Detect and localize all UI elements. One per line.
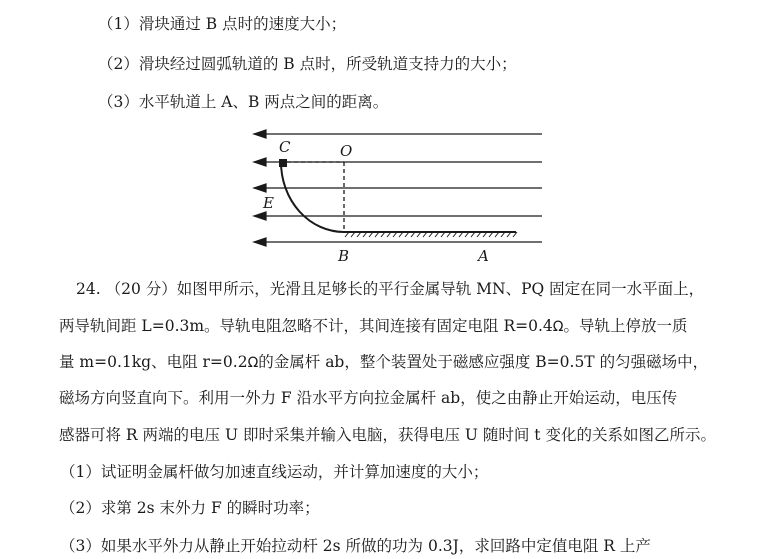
arrowhead-icon xyxy=(254,184,266,192)
problem-24-line-3-text-a: 量 m=0.1kg、电阻 r=0.2 xyxy=(59,353,248,371)
electric-field-lines xyxy=(254,130,542,246)
problem-24-line-5: 感器可将 R 两端的电压 U 即时采集并输入电脑，获得电压 U 随时间 t 变化的关系如图乙所示。 xyxy=(59,426,716,444)
problem-24-line-2-text-b: 。导轨上停放一质 xyxy=(563,317,688,335)
problem-24-line-3 xyxy=(59,352,708,373)
label-c: C xyxy=(279,138,291,156)
problem-24-subquestion-1: （1）试证明金属杆做匀加速直线运动，并计算加速度的大小； xyxy=(60,463,489,481)
arrowhead-icon xyxy=(254,130,266,138)
question-1: （1）滑块通过 B 点时的速度大小； xyxy=(98,15,347,33)
problem-24-subquestion-3: （3）如果水平外力从静止开始拉动杆 2s 所做的功为 0.3J，求回路中定值电阻 R 上产 xyxy=(60,537,651,555)
slider-block xyxy=(279,159,287,167)
arrowhead-icon xyxy=(254,212,266,220)
label-b: B xyxy=(338,247,350,265)
problem-24-line-2-text-a: 两导轨间距 L=0.3m。导轨电阻忽略不计，其间连接有固定电阻 R=0.4 xyxy=(59,317,553,335)
problem-24-line-2 xyxy=(59,316,688,337)
label-a: A xyxy=(478,247,489,265)
problem-24-line-4: 磁场方向竖直向下。利用一外力 F 沿水平方向拉金属杆 ab，使之由静止开始运动，电压传 xyxy=(59,389,678,407)
label-e: E xyxy=(263,194,274,212)
question-3: （3）水平轨道上 A、B 两点之间的距离。 xyxy=(98,93,389,111)
problem-24-line-1: 24. （20 分）如图甲所示，光滑且足够长的平行金属导轨 MN、PQ 固定在同一水平面上， xyxy=(76,280,705,298)
track-diagram xyxy=(250,128,550,268)
label-o: O xyxy=(340,142,353,160)
question-2: （2）滑块经过圆弧轨道的 B 点时，所受轨道支持力的大小； xyxy=(98,55,517,73)
arrowhead-icon xyxy=(254,158,266,166)
arrowhead-icon xyxy=(254,238,266,246)
arc-track xyxy=(281,162,344,232)
problem-24-subquestion-2: （2）求第 2s 末外力 F 的瞬时功率； xyxy=(60,499,320,517)
omega-symbol: Ω xyxy=(552,319,564,335)
omega-symbol: Ω xyxy=(247,355,259,371)
problem-24-line-3-text-b: 的金属杆 ab，整个装置处于磁感应强度 B=0.5T 的匀强磁场中， xyxy=(258,353,709,371)
